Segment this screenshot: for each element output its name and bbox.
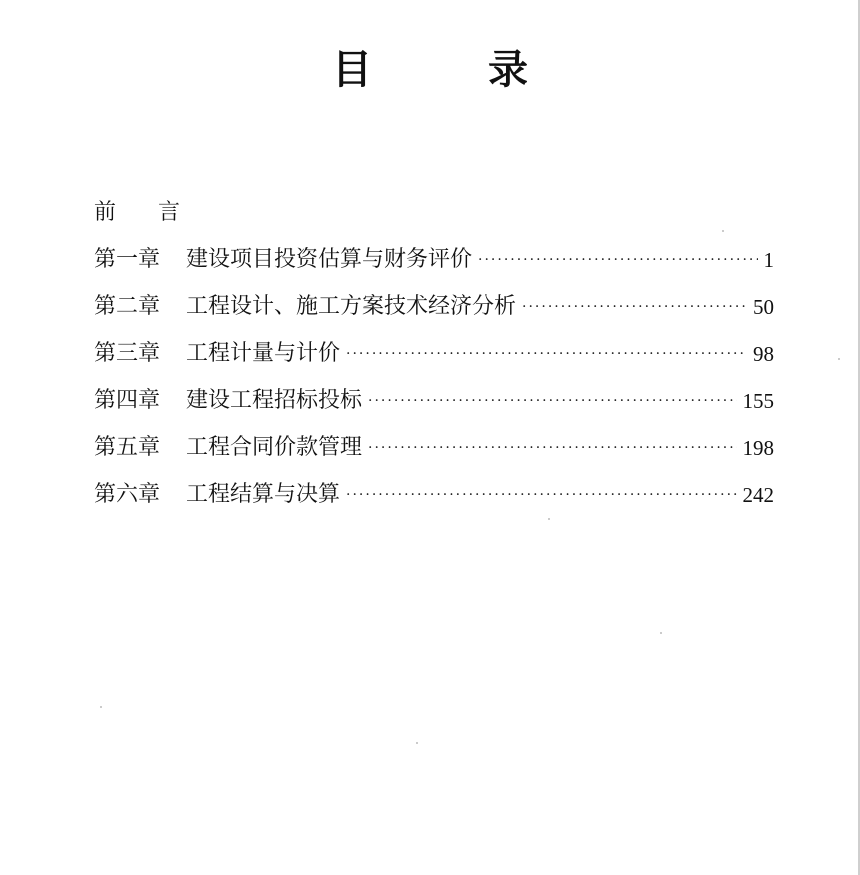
toc-row — [94, 337, 774, 371]
toc-chapter-number: 第二章 — [94, 294, 161, 319]
toc-row — [94, 384, 774, 418]
toc-chapter-number: 第五章 — [94, 435, 161, 460]
page-title: 目 录 — [332, 46, 566, 93]
toc-page-number: 242 — [742, 483, 774, 507]
toc-leader-dots — [368, 431, 736, 465]
toc-chapter-number: 第一章 — [94, 247, 161, 272]
toc-row — [94, 243, 774, 277]
toc-row — [94, 431, 774, 465]
toc-chapter-title: 工程结算与决算 — [186, 482, 341, 507]
toc-chapter-title: 工程计量与计价 — [186, 341, 341, 366]
toc-chapter-title: 工程合同价款管理 — [186, 435, 363, 460]
toc-chapter-number: 第四章 — [94, 388, 161, 413]
toc-chapter-title: 建设工程招标投标 — [186, 388, 363, 413]
toc-leader-dots — [478, 243, 757, 277]
toc-leader-dots — [522, 290, 747, 324]
scan-speck — [548, 518, 550, 520]
toc-row — [94, 290, 774, 324]
toc-leader-dots — [346, 337, 747, 371]
toc-leader-dots — [368, 384, 736, 418]
toc-page-number: 50 — [753, 295, 774, 319]
toc-chapter-number: 第六章 — [94, 482, 161, 507]
toc-page-number: 98 — [753, 342, 774, 366]
scan-speck — [838, 358, 840, 360]
toc-page-number: 198 — [742, 436, 774, 460]
toc-chapter-number: 第三章 — [94, 341, 161, 366]
scan-speck — [660, 632, 662, 634]
toc-chapter-title: 工程设计、施工方案技术经济分析 — [186, 294, 517, 319]
scan-speck — [100, 706, 102, 708]
toc-chapter-title: 建设项目投资估算与财务评价 — [186, 247, 473, 272]
table-of-contents — [94, 196, 774, 525]
toc-row — [94, 478, 774, 512]
scan-speck — [416, 742, 418, 744]
toc-preface: 前 言 — [94, 200, 191, 225]
toc-page-number: 155 — [742, 389, 774, 413]
scan-speck — [722, 230, 724, 232]
toc-page-number: 1 — [763, 248, 774, 272]
toc-leader-dots — [346, 478, 736, 512]
